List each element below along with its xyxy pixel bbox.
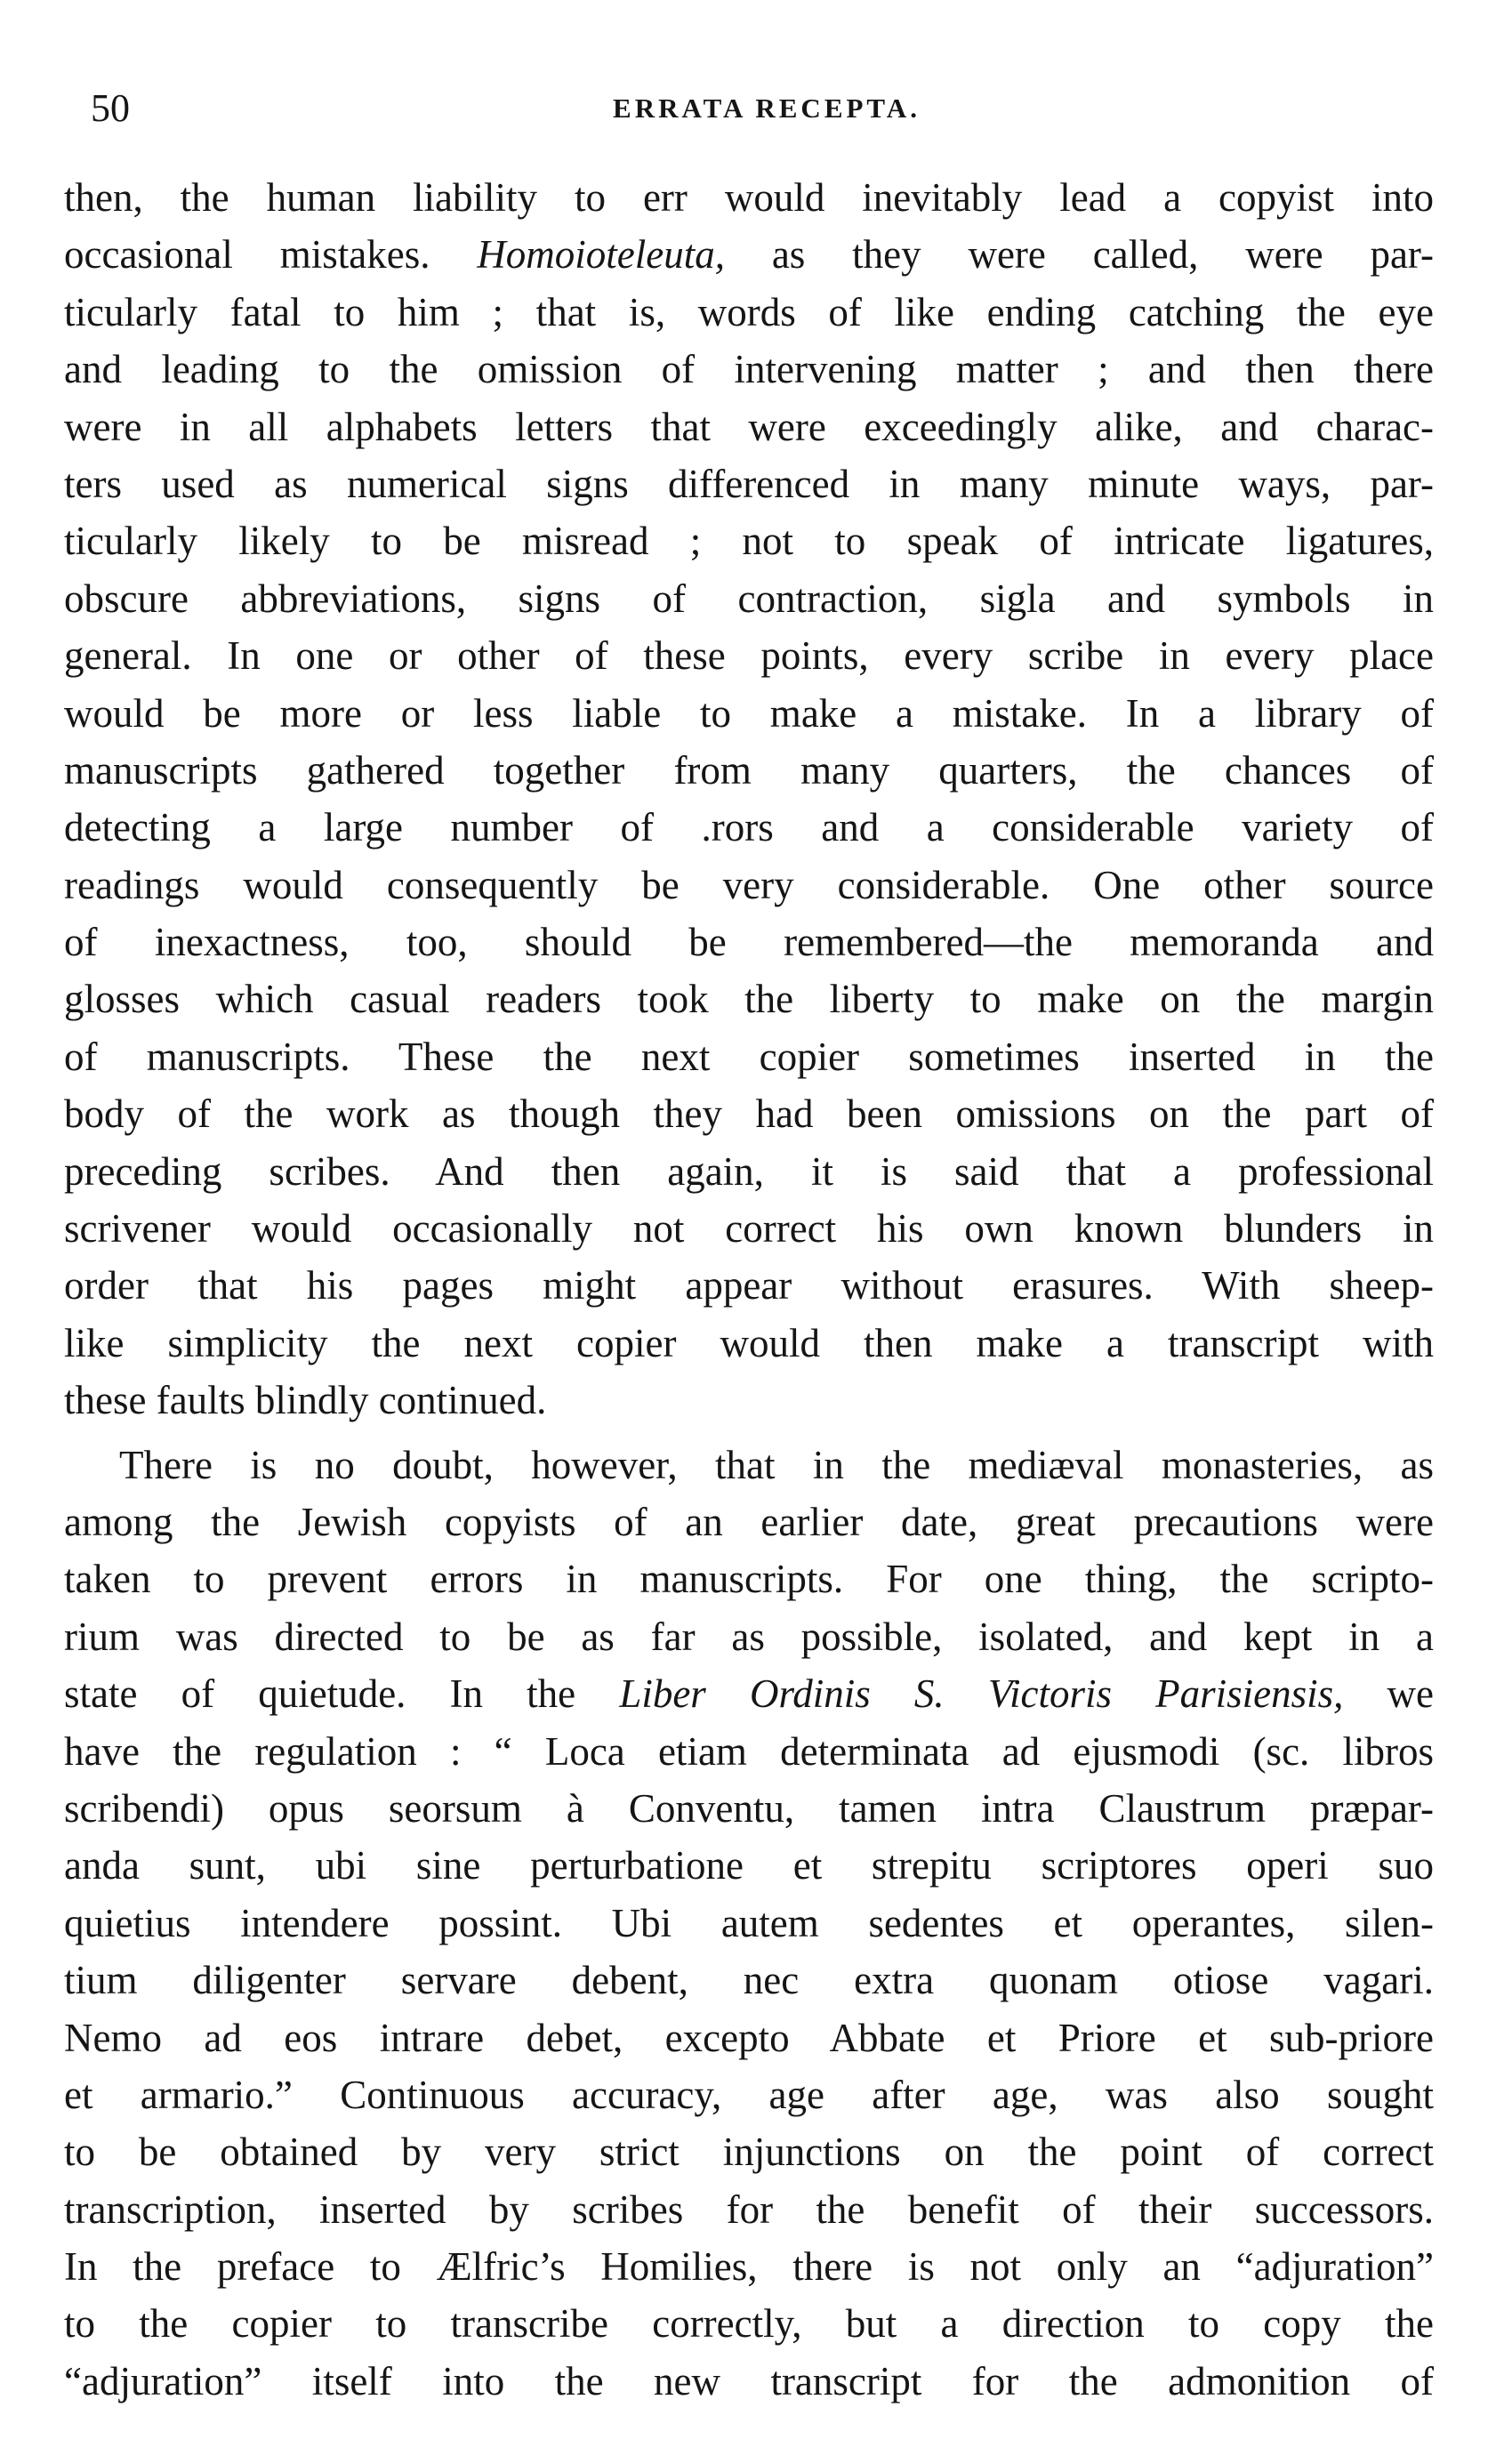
text-line: ticularly fatal to him ; that is, words of like ending catching the eye bbox=[64, 289, 1434, 334]
text-line: like simplicity the next copier would then make a transcript with bbox=[64, 1320, 1434, 1365]
text-line: to be obtained by very strict injunctions on the point of correct bbox=[64, 2130, 1434, 2175]
text-line: preceding scribes. And then again, it is said that a professional bbox=[64, 1148, 1434, 1194]
text-line: taken to prevent errors in manuscripts. For one thing, the scripto- bbox=[64, 1557, 1434, 1602]
paragraph-2 bbox=[64, 1437, 1434, 2411]
text-line: tium diligenter servare debent, nec extra quonam otiose vagari. bbox=[64, 1958, 1434, 2003]
text-line: order that his pages might appear without erasures. With sheep- bbox=[64, 1263, 1434, 1308]
text-line: There is no doubt, however, that in the mediæval monasteries, as bbox=[119, 1442, 1434, 1487]
text-line: manuscripts gathered together from many quarters, the chances of bbox=[64, 747, 1434, 793]
text-span: occasional mistakes. bbox=[64, 232, 430, 278]
text-line: these faults blindly continued. bbox=[64, 1378, 547, 1423]
body-text bbox=[64, 169, 1434, 2410]
text-line bbox=[64, 226, 1434, 283]
text-line: and leading to the omission of intervening matter ; and then there bbox=[64, 347, 1434, 392]
text-line: rium was directed to be as far as possible, isolated, and kept in a bbox=[64, 1614, 1434, 1659]
text-line: among the Jewish copyists of an earlier date, great precautions were bbox=[64, 1499, 1434, 1544]
text-line: readings would consequently be very considerable. One other source bbox=[64, 862, 1434, 907]
text-line: of inexactness, too, should be remembered—the memoranda and bbox=[64, 920, 1434, 965]
text-line: transcription, inserted by scribes for the benefit of their successors. bbox=[64, 2186, 1434, 2232]
italic-term: Homoioteleuta, bbox=[477, 232, 725, 278]
text-line: scrivener would occasionally not correct his own known blunders in bbox=[64, 1206, 1434, 1252]
text-line: would be more or less liable to make a mistake. In a library of bbox=[64, 690, 1434, 736]
text-line: anda sunt, ubi sine perturbatione et strepitu scriptores operi suo bbox=[64, 1843, 1434, 1888]
text-line: ters used as numerical signs differenced in many minute ways, par- bbox=[64, 461, 1434, 506]
text-line: were in all alphabets letters that were exceedingly alike, and charac- bbox=[64, 404, 1434, 449]
text-span: we bbox=[1387, 1671, 1435, 1717]
text-line: general. In one or other of these points, every scribe in every place bbox=[64, 633, 1434, 679]
text-span: as they were called, were par- bbox=[771, 232, 1434, 278]
text-line bbox=[64, 1665, 1434, 1722]
text-line: have the regulation : “ Loca etiam determinata ad ejusmodi (sc. libros bbox=[64, 1728, 1434, 1774]
text-line: glosses which casual readers took the liberty to make on the margin bbox=[64, 977, 1434, 1022]
text-line: then, the human liability to err would inevitably lead a copyist into bbox=[64, 175, 1434, 220]
text-line: scribendi) opus seorsum à Conventu, tamen intra Claustrum præpar- bbox=[64, 1785, 1434, 1831]
paragraph-1 bbox=[64, 169, 1434, 1429]
text-line: et armario.” Continuous accuracy, age after age, was also sought bbox=[64, 2072, 1434, 2117]
page-number: 50 bbox=[91, 86, 130, 130]
italic-title: Liber Ordinis S. Victoris Parisiensis, bbox=[619, 1671, 1344, 1717]
text-line: ticularly likely to be misread ; not to speak of intricate ligatures, bbox=[64, 519, 1434, 564]
text-line: In the preface to Ælfric’s Homilies, there is not only an “adjuration” bbox=[64, 2244, 1434, 2290]
running-title: ERRATA RECEPTA. bbox=[613, 93, 921, 124]
text-line: body of the work as though they had been omissions on the part of bbox=[64, 1091, 1434, 1137]
running-head bbox=[91, 82, 1443, 144]
text-line: quietius intendere possint. Ubi autem sedentes et operantes, silen- bbox=[64, 1900, 1434, 1945]
text-line: detecting a large number of .rors and a considerable variety of bbox=[64, 805, 1434, 850]
text-line: obscure abbreviations, signs of contraction, sigla and symbols in bbox=[64, 576, 1434, 621]
text-line: “adjuration” itself into the new transcript for the admonition of bbox=[64, 2358, 1434, 2404]
text-span: state of quietude. In the bbox=[64, 1671, 576, 1717]
text-line: to the copier to transcribe correctly, but a direction to copy the bbox=[64, 2301, 1434, 2347]
paragraph-gap bbox=[64, 1429, 1434, 1437]
text-line: of manuscripts. These the next copier sometimes inserted in the bbox=[64, 1034, 1434, 1079]
text-line: Nemo ad eos intrare debet, excepto Abbate et Priore et sub-priore bbox=[64, 2015, 1434, 2060]
